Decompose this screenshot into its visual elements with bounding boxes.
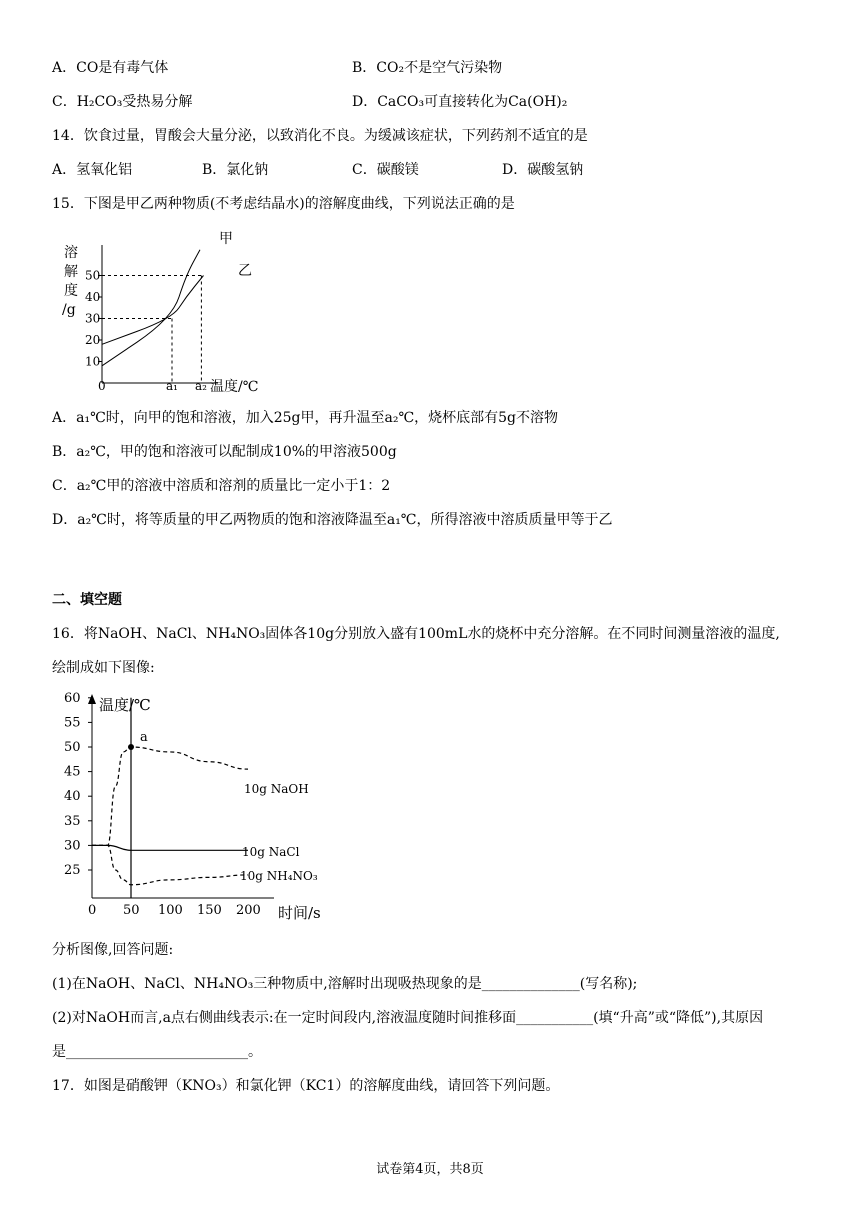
origin-label: 0 bbox=[98, 379, 106, 393]
t-y-tick-label: 60 bbox=[64, 690, 81, 706]
ylabel-char-1: 溶 bbox=[64, 245, 78, 261]
q16-analysis: 分析图像,回答问题: bbox=[52, 942, 174, 958]
q16-sub2-line2: 是__________________________。 bbox=[52, 1044, 262, 1060]
t-x-tick-label: 50 bbox=[123, 903, 140, 918]
t-x-tick-label: 150 bbox=[197, 903, 222, 918]
y-tick-label: 40 bbox=[85, 290, 101, 304]
page-footer: 试卷第4页，共8页 bbox=[376, 1162, 484, 1177]
solubility-chart bbox=[52, 225, 282, 400]
q14-stem: 14．饮食过量，胃酸会大量分泌，以致消化不良。为缓减该症状，下列药剂不适宜的是 bbox=[52, 128, 588, 144]
y-tick-label: 50 bbox=[85, 268, 101, 283]
q14-option-a: A．氢氧化铝 bbox=[52, 162, 133, 178]
t-x-tick-label: 200 bbox=[236, 903, 261, 918]
temperature-chart bbox=[52, 690, 352, 930]
t-x-tick-label: 0 bbox=[88, 903, 97, 918]
series-label-nh4no3: 10g NH₄NO₃ bbox=[240, 869, 318, 883]
series-label-naoh: 10g NaOH bbox=[244, 782, 309, 796]
q15-option-a: A．a₁℃时，向甲的饱和溶液，加入25g甲，再升温至a₂℃，烧杯底部有5g不溶物 bbox=[52, 410, 558, 426]
q13-option-d: D．CaCO₃可直接转化为Ca(OH)₂ bbox=[352, 94, 568, 110]
q16-sub2-line1: (2)对NaOH而言,a点右侧曲线表示:在一定时间段内,溶液温度随时间推移面___________(填“升高”或“降低”),其原因 bbox=[52, 1010, 764, 1026]
t-y-arrow bbox=[88, 694, 96, 704]
y-tick-label: 30 bbox=[85, 311, 101, 326]
q17-stem: 17．如图是硝酸钾（KNO₃）和氯化钾（KC1）的溶解度曲线，请回答下列问题。 bbox=[52, 1078, 560, 1094]
naoh-curve bbox=[92, 747, 248, 845]
q16-sub1: (1)在NaOH、NaCl、NH₄NO₃三种物质中,溶解时出现吸热现象的是______________(写名称); bbox=[52, 976, 638, 992]
t-y-tick-label: 45 bbox=[64, 764, 81, 780]
q15-option-c: C．a₂℃甲的溶液中溶质和溶剂的质量比一定小于1：2 bbox=[52, 478, 391, 494]
q13-option-b: B．CO₂不是空气污染物 bbox=[352, 60, 503, 76]
q16-stem-line2: 绘制成如下图像: bbox=[52, 660, 155, 676]
x-axis-label: 温度/℃ bbox=[210, 379, 259, 395]
ylabel-char-4: /g bbox=[62, 302, 76, 318]
x-tick-a2: a₂ bbox=[195, 379, 207, 393]
q13-option-c: C．H₂CO₃受热易分解 bbox=[52, 94, 193, 110]
t-y-tick-label: 55 bbox=[64, 715, 81, 731]
q13-option-a: A．CO是有毒气体 bbox=[52, 60, 169, 76]
nh4no3-curve bbox=[92, 845, 248, 884]
q14-option-b: B．氯化钠 bbox=[202, 162, 269, 178]
curve-yi bbox=[102, 276, 204, 345]
t-y-tick-label: 25 bbox=[64, 863, 81, 878]
t-x-tick-label: 100 bbox=[158, 903, 183, 918]
point-a-label: a bbox=[140, 730, 148, 745]
q14-option-d: D．碳酸氢钠 bbox=[502, 162, 584, 178]
q15-option-d: D．a₂℃时，将等质量的甲乙两物质的饱和溶液降温至a₁℃，所得溶液中溶质质量甲等于乙 bbox=[52, 512, 613, 528]
t-y-tick-label: 30 bbox=[64, 838, 81, 854]
x-tick-a1: a₁ bbox=[166, 379, 178, 393]
curve-jia bbox=[102, 250, 200, 366]
nacl-curve bbox=[92, 845, 248, 850]
q14-option-c: C．碳酸镁 bbox=[352, 162, 419, 178]
t-y-label: 温度/℃ bbox=[99, 696, 151, 714]
point-a bbox=[128, 744, 134, 750]
y-tick-label: 20 bbox=[85, 333, 101, 347]
q15-option-b: B．a₂℃，甲的饱和溶液可以配制成10%的甲溶液500g bbox=[52, 444, 397, 460]
series-label-nacl: 10g NaCl bbox=[242, 845, 300, 859]
ylabel-char-3: 度 bbox=[64, 283, 78, 299]
t-y-tick-label: 35 bbox=[64, 813, 81, 829]
t-y-tick-label: 40 bbox=[64, 789, 81, 805]
section-title: 二、填空题 bbox=[52, 592, 122, 608]
q15-stem: 15．下图是甲乙两种物质(不考虑结晶水)的溶解度曲线，下列说法正确的是 bbox=[52, 196, 515, 212]
t-y-tick-label: 50 bbox=[64, 740, 81, 755]
label-jia: 甲 bbox=[219, 231, 233, 247]
q16-stem-line1: 16．将NaOH、NaCl、NH₄NO₃固体各10g分别放入盛有100mL水的烧杯中充分溶解。在不同时间测量溶液的温度, bbox=[52, 626, 780, 642]
ylabel-char-2: 解 bbox=[64, 264, 78, 280]
label-yi: 乙 bbox=[238, 263, 252, 279]
t-x-label: 时间/s bbox=[278, 904, 321, 922]
y-tick-label: 10 bbox=[85, 354, 101, 369]
